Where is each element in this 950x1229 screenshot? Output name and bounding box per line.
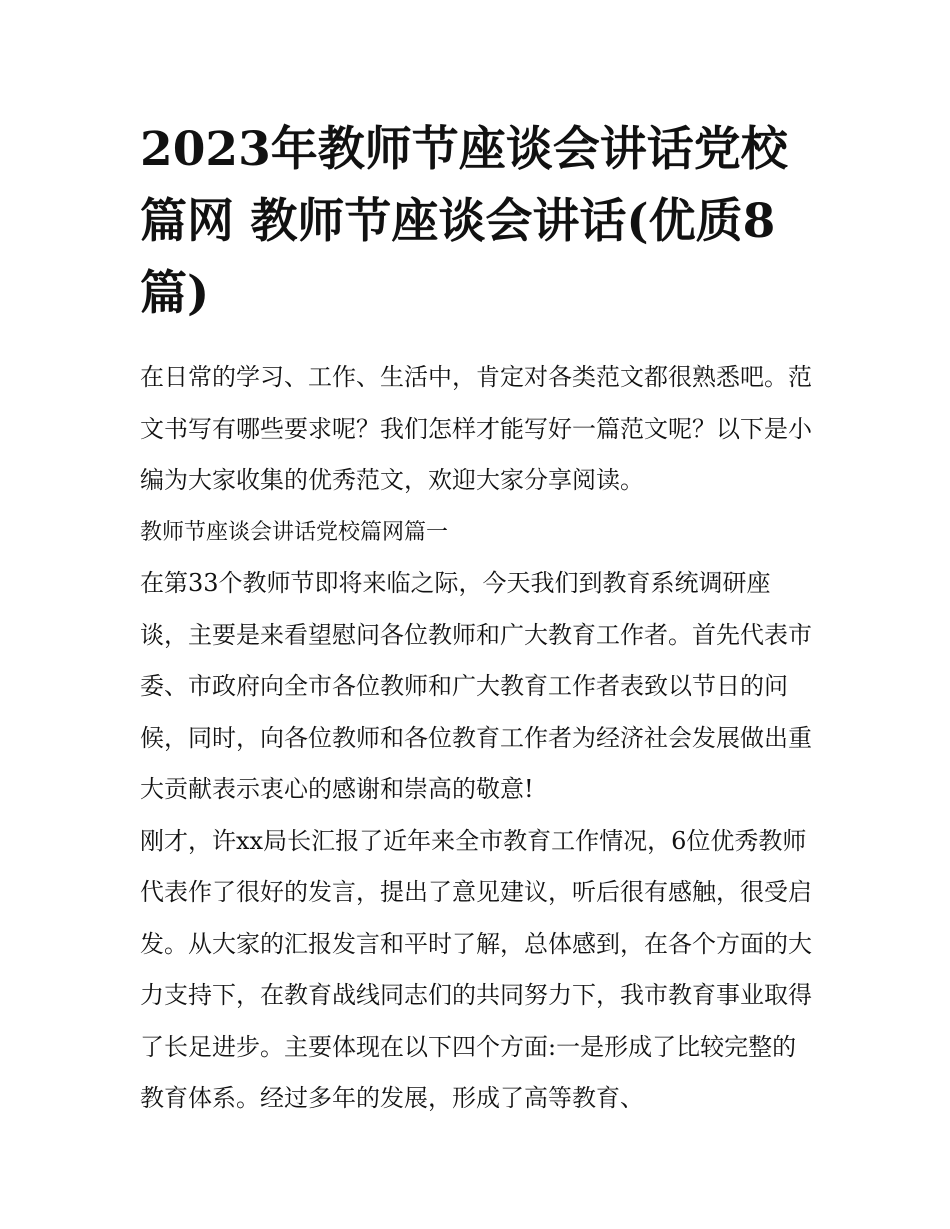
document-body	[140, 352, 815, 1125]
document-title: 2023年教师节座谈会讲话党校篇网 教师节座谈会讲话(优质8篇)	[140, 122, 788, 321]
section-heading: 教师节座谈会讲话党校篇网篇一	[140, 519, 449, 545]
body-paragraph-2: 刚才，许xx局长汇报了近年来全市教育工作情况，6位优秀教师代表作了很好的发言，提出了意见建议，听后很有感触，很受启发。从大家的汇报发言和平时了解，总体感到，在各个方面的大力支持下，在教育战线同志们的共同努力下，我市教育事业取得了长足进步。主要体现在以下四个方面:一是形成了比较完整的教育体系。经过多年的发展，形成了高等教育、	[140, 826, 812, 1112]
body-paragraph-1: 在第33个教师节即将来临之际，今天我们到教育系统调研座谈，主要是来看望慰问各位教师和广大教育工作者。首先代表市委、市政府向全市各位教师和广大教育工作者表致以节日的问候，同时，向各位教师和各位教育工作者为经济社会发展做出重大贡献表示衷心的感谢和崇高的敬意!	[140, 569, 812, 803]
intro-paragraph: 在日常的学习、工作、生活中，肯定对各类范文都很熟悉吧。范文书写有哪些要求呢？我们怎样才能写好一篇范文呢？以下是小编为大家收集的优秀范文，欢迎大家分享阅读。	[140, 363, 812, 494]
